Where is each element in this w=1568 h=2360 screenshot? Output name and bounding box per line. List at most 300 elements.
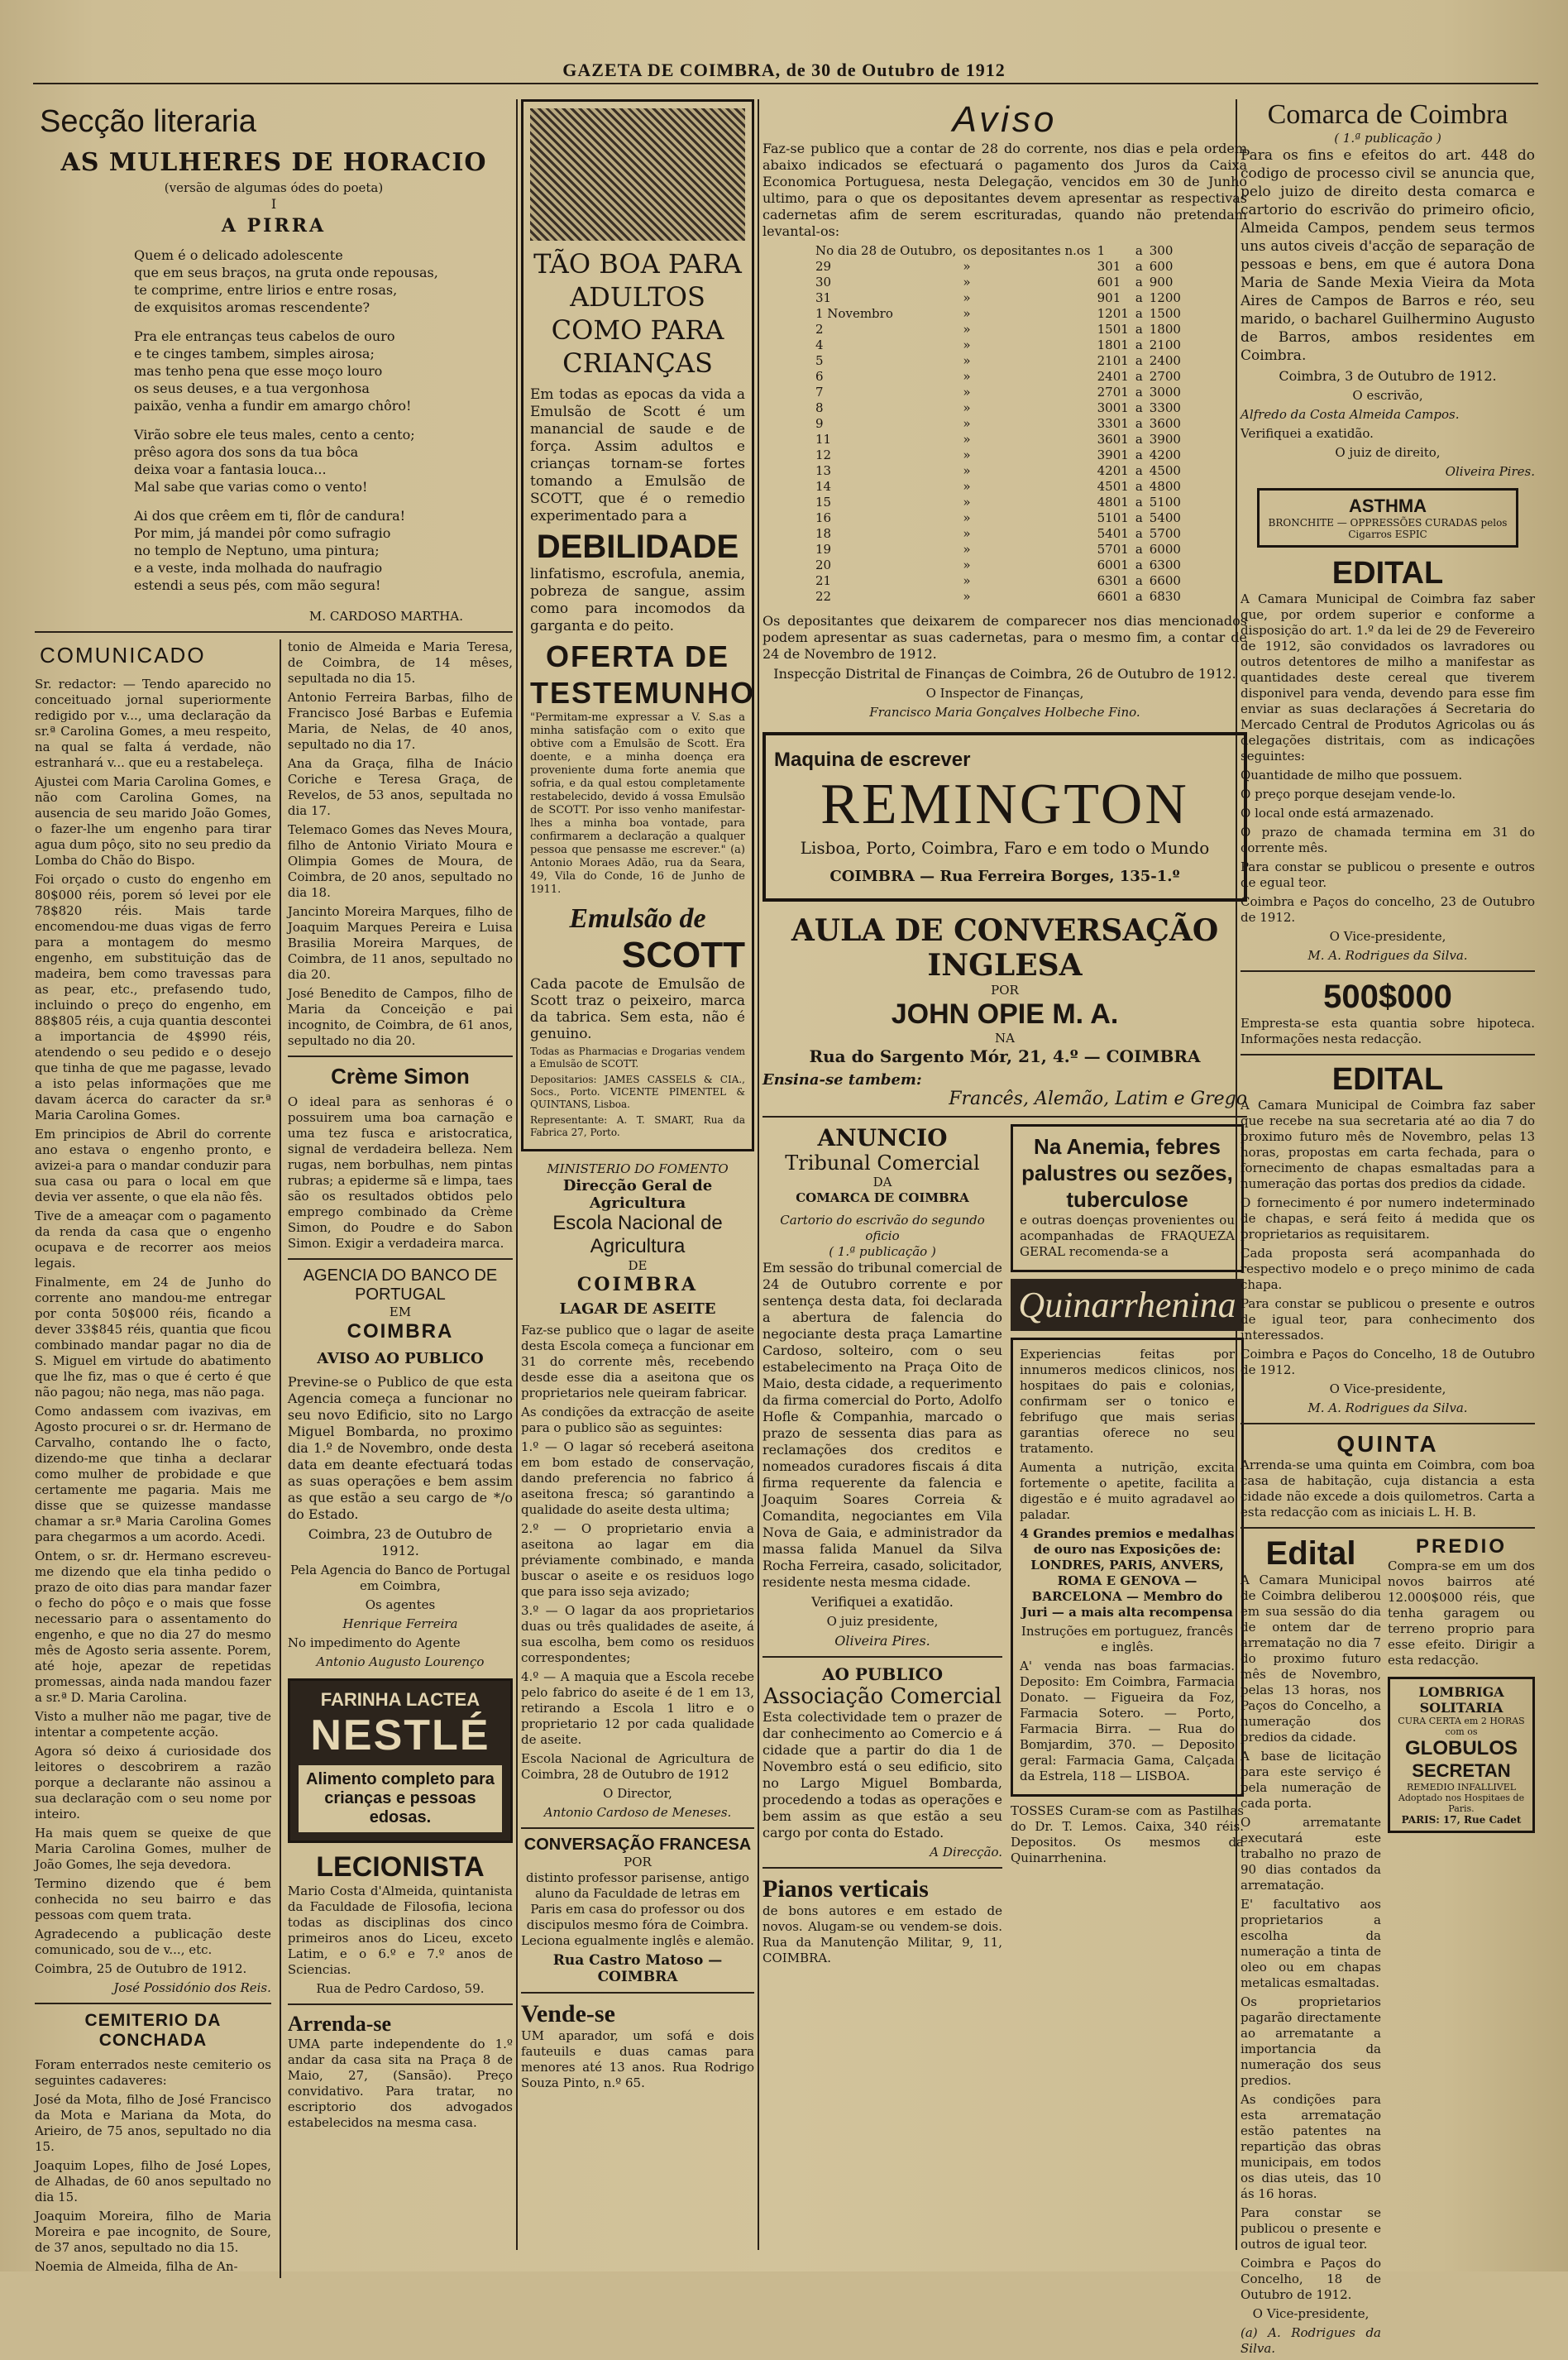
quinarrhenina-ad (1011, 1124, 1244, 1970)
aviso-cell: 30 (815, 275, 832, 290)
banco-title: AGENCIA DO BANCO DE PORTUGAL (303, 1266, 498, 1304)
emulsion-depositarios: Depositarios: JAMES CASSELS & CIA., Socs., Porto. VICENTE PIMENTEL & QUINTANS, Lisboa. (530, 1074, 745, 1110)
aviso-cell: 3901 (1097, 448, 1129, 462)
aviso-cell: 4800 (1149, 479, 1181, 494)
aviso-cell: 16 (815, 510, 832, 525)
comunicado-paragraph: Visto a mulher não me pagar, tive de intentar a competente acção. (35, 1709, 271, 1740)
divider (35, 2003, 271, 2004)
quina-instrucoes: Instruções em portuguez, francês e inglês. (1021, 1624, 1234, 1654)
aviso-cell: 1501 (1097, 322, 1129, 337)
associacao-signature: A Direcção. (930, 1845, 1002, 1860)
edital-2-paragraph: Para constar se publicou o presente e outros de igual teor, para conhecimento dos interessados. (1241, 1296, 1535, 1343)
quina-premios: 4 Grandes premios e medalhas de ouro nas Exposições de: LONDRES, PARIS, ANVERS, ROMA E GENOVA — BARCELONA — Membro do Juri — a mais alta recompensa (1020, 1526, 1235, 1620)
emulsion-pacote: Cada pacote de Emulsão de Scott traz o peixeiro, marca da tabrica. Sem esta, não é genuino. (530, 976, 745, 1042)
quinta-body: Arrenda-se uma quinta em Coimbra, com boa casa de habitação, cuja distancia a esta cidade não excede a dois quilometros. Carta a esta redacção com as iniciais L. H. B. (1241, 1458, 1535, 1520)
comunicado-body (35, 677, 271, 1977)
aviso-cell: a (1135, 479, 1143, 494)
emulsion-testimony: "Permitam-me expressar a V. S.as a minha satisfação com o exito que obtive com a Emulsão de Scott. Era doente, e a minha doença era proveniente duma forte anemia que sofria, e da qual estou completamente restabelecido, devido á vossa Emulsão de SCOTT. Por isso venho manifestar-lhes a minha boa vontade, para confirmarem a declaração a qualquer pessoa que pensasse me escrever." (a) Antonio Moraes Adão, rua da Seara, 49, Vila do Conde, 16 de Junho de 1911. (530, 711, 745, 896)
aviso-cell: » (963, 542, 971, 557)
lagar-body (521, 1323, 754, 1783)
tribunal-juiz-name: Oliveira Pires. (834, 1633, 930, 1649)
secretan: SECRETAN (1412, 1760, 1511, 1781)
money-body: Empresta-se esta quantia sobre hipoteca. Informações nesta redacção. (1241, 1016, 1535, 1046)
cemiterio-paragraph: Foram enterrados neste cemiterio os seguintes cadaveres: (35, 2057, 271, 2088)
emulsion-headline: TÃO BOA PARA ADULTOS COMO PARA CRIANÇAS (533, 248, 742, 379)
aviso-cell: a (1135, 369, 1143, 384)
aviso-cell: a (1135, 526, 1143, 541)
divider (762, 1867, 1002, 1869)
aviso-date: Inspecção Distrital de Finanças de Coimbra, 26 de Outubro de 1912. (773, 666, 1236, 682)
column-rule (516, 99, 518, 2250)
aviso-cell: » (963, 369, 971, 384)
aula-name: JOHN OPIE M. A. (891, 998, 1119, 1030)
cemiterio-title: CEMITERIO DA CONCHADA (84, 2011, 222, 2050)
lecionista-body: Mario Costa d'Almeida, quintanista da Faculdade de Filosofia, leciona todas as disciplinas dos cinco primeiros anos do Liceu, exceto Latim, e o 6.º e 7.º anos de Sciencias. (287, 1884, 513, 1977)
lagar-paragraph: 4.º — A maquia que a Escola recebe pelo fabrico do aseite é de 1 em 13, retirando a Escola 1 litro e o proprietario 12 por cada qualidade de aseite. (521, 1669, 754, 1747)
tribunal-da: DA (872, 1175, 892, 1190)
aviso-cell: a (1135, 400, 1143, 415)
edital-3-vp: O Vice-presidente, (1252, 2306, 1370, 2321)
edital-2-signature: M. A. Rodrigues da Silva. (1307, 1400, 1468, 1415)
comunicado-paragraph: Agora só deixo á curiosidade dos leitores o descobrirem a razão porque a declarante não assinou a sua declaração com o seu nome por inteiro. (35, 1744, 271, 1821)
divider (762, 1656, 1002, 1658)
comunicado-paragraph: Finalmente, em 24 de Junho do corrente ano mandou-me entregar por conta 50$000 réis, ficando a dever 33$845 réis, quantia que ficou combinado mandar pagar no dia de S. Miguel em virtude do abatimento que lhe fiz, mas o que é certo é que não pagou; não nega, mas não paga. (35, 1275, 271, 1400)
aviso-row (812, 275, 1184, 290)
banco-aviso: AVISO AO PUBLICO (317, 1350, 484, 1367)
aula-na: NA (995, 1031, 1015, 1046)
arrenda-title: Arrenda-se (287, 2012, 392, 2036)
aviso-cell: 4501 (1097, 479, 1129, 494)
obituary-paragraph: Telemaco Gomes das Neves Moura, filho de Antonio Viriato Moura e Olimpia Gomes de Moura, de Coimbra, de 20 anos, sepultado no dia 18. (287, 822, 513, 900)
aviso-cell: 6600 (1149, 573, 1181, 588)
aviso-cell: 6601 (1097, 589, 1129, 604)
aviso-row (812, 510, 1184, 526)
banco-signature-1: Pela Agencia do Banco de Portugal em Coimbra, (290, 1563, 510, 1593)
aviso-cell: a (1135, 385, 1143, 400)
comunicado-paragraph: Ajustei com Maria Carolina Gomes, e não com Carolina Gomes, na ausencia de seu marido João Gomes, o fazer-lhe um engenho para tirar agua dum pôço, sito no seu predio da Lomba do Chão do Bispo. (35, 774, 271, 868)
asthma-title: ASTHMA (1348, 495, 1427, 516)
poem-line: Ai dos que crêem em ti, flôr de candura! (134, 508, 406, 524)
divider (1241, 1527, 1535, 1529)
remington-address: COIMBRA — Rua Ferreira Borges, 135-1.º (829, 868, 1180, 885)
poem-line: no templo de Neptuno, uma pintura; (134, 543, 380, 558)
aviso-cell: a (1135, 463, 1143, 478)
edital-3-paragraph: As condições para esta arrematação estão patentes na repartição das obras municipais, em todos os dias uteis, das 10 ás 16 horas. (1241, 2092, 1381, 2201)
aviso-cell: 5 (815, 353, 824, 368)
divider (521, 1827, 754, 1829)
comunicado (35, 639, 271, 2278)
lagar-paragraph: As condições da extracção de aseite para o publico são as seguintes: (521, 1405, 754, 1435)
section-title: Secção literaria (40, 104, 256, 139)
lagar-paragraph: Faz-se publico que o lagar de aseite desta Escola começa a funcionar em 31 do corrente mês, recebendo desde esse dia a aseitona que os proprietarios nele queiram fabricar. (521, 1323, 754, 1400)
aviso-cell: a (1135, 275, 1143, 290)
cemiterio-paragraph: Noemia de Almeida, filha de An- (35, 2259, 238, 2274)
aula-also: Ensina-se tambem: (762, 1071, 922, 1089)
column-4 (1241, 99, 1535, 2356)
comarca-escrivao-name: Alfredo da Costa Almeida Campos. (1241, 407, 1460, 422)
aviso-cell: 3300 (1149, 400, 1181, 415)
aviso-row (812, 369, 1184, 385)
aviso-cell: 601 (1097, 275, 1121, 290)
obituary-paragraph: José Benedito de Campos, filho de Maria da Conceição e pai incognito, de Coimbra, de 61 anos, sepultado no dia 20. (287, 986, 513, 1048)
aviso-cell: 7 (815, 385, 824, 400)
emulsion-oferta: OFERTA DE TESTEMUNHO (530, 639, 755, 710)
emulsion-logo-2: SCOTT (621, 935, 745, 975)
aviso-cell: 2100 (1149, 337, 1181, 352)
aviso-cell: 1 (1097, 243, 1106, 258)
aviso-cell: No dia 28 de Outubro, (815, 243, 957, 258)
tribunal-notice (762, 1124, 1002, 1970)
divider (1241, 1054, 1535, 1056)
quina-body: Aumenta a nutrição, excita fortemente o apetite, facilita a digestão e é muito agradavel ao paladar. (1020, 1460, 1235, 1522)
aviso-row (812, 448, 1184, 463)
aviso-cell: 29 (815, 259, 832, 274)
lombriga-title: LOMBRIGA SOLITARIA (1418, 1684, 1504, 1716)
cemiterio-paragraph: José da Mota, filho de José Francisco da Mota e Mariana da Mota, do Arieiro, de 75 anos, sepultado no dia 15. (35, 2092, 271, 2154)
column-3 (762, 99, 1247, 2250)
emulsion-debilidade: DEBILIDADE (536, 529, 739, 565)
aviso-cell: a (1135, 589, 1143, 604)
edital-2-paragraph: Cada proposta será acompanhada do respectivo modelo e o preço minimo de cada chapa. (1241, 1246, 1535, 1292)
aviso-row (812, 353, 1184, 369)
aviso-cell: 1500 (1149, 306, 1181, 321)
divider (1241, 970, 1535, 972)
obituary-paragraph: Antonio Ferreira Barbas, filho de Francisco José Barbas e Eufemia Maria, de Nelas, de 40 anos, sepultado no dia 17. (287, 690, 513, 752)
aviso-cell: a (1135, 259, 1143, 274)
aviso-cell: 18 (815, 526, 832, 541)
edital-1-paragraph: O prazo de chamada termina em 31 do corrente mês. (1241, 825, 1535, 855)
illustration-image (530, 108, 745, 241)
aviso-cell: 9 (815, 416, 824, 431)
conversacao-body: distinto professor parisense, antigo aluno da Faculdade de letras em Paris em casa do professor ou dos discipulos mesmo fóra de Coimbra. Leciona egualmente inglês e alemão. (521, 1870, 754, 1948)
globulos: GLOBULOS (1405, 1737, 1518, 1759)
lombriga-sub: CURA CERTA em 2 HORAS com os (1398, 1716, 1525, 1737)
aviso-cell: » (963, 479, 971, 494)
aviso-row (812, 416, 1184, 432)
aviso-cell: a (1135, 558, 1143, 572)
aviso-signature-2: Francisco Maria Gonçalves Holbeche Fino. (869, 705, 1140, 720)
aviso-cell: a (1135, 432, 1143, 447)
banco-signature-4: No impedimento do Agente (287, 1635, 461, 1650)
pianos-title: Pianos verticais (762, 1875, 929, 1903)
edital-2-title: EDITAL (1331, 1062, 1444, 1097)
column-rule (758, 99, 759, 2250)
poem-stanza (35, 426, 513, 495)
aviso-row (812, 400, 1184, 416)
aviso-cell: » (963, 400, 971, 415)
aviso-cell: 4801 (1097, 495, 1129, 510)
quina-experiencias: Experiencias feitas por innumeros medicos clinicos, nos hospitaes do pais e colonias, confirmam ser o tonico e febrifugo que mais serias garantias oferece no seu tratamento. (1020, 1347, 1235, 1456)
edital-1-vp: O Vice-presidente, (1329, 929, 1446, 944)
comunicado-signature: José Possidónio dos Reis. (113, 1980, 271, 1995)
vende-body: UM aparador, um sofá e dois fauteuils e duas camas para menores até 13 anos. Rua Rodrigo Souza Pinto, n.º 65. (521, 2028, 754, 2090)
aviso-cell: 6300 (1149, 558, 1181, 572)
conversacao-por: POR (624, 1855, 652, 1869)
aula-title: AULA DE CONVERSAÇÃO INGLESA (791, 913, 1219, 983)
aviso-cell: a (1135, 337, 1143, 352)
divider (1241, 1423, 1535, 1424)
edital-1-signature: M. A. Rodrigues da Silva. (1307, 948, 1468, 963)
aviso-cell: 6001 (1097, 558, 1129, 572)
comarca-publicacao: ( 1.ª publicação ) (1334, 131, 1441, 146)
aviso-cell: 5100 (1149, 495, 1181, 510)
aviso-cell: 13 (815, 463, 832, 478)
aviso-cell: 600 (1149, 259, 1174, 274)
aviso-cell: a (1135, 322, 1143, 337)
aviso-cell: » (963, 589, 971, 604)
aviso-cell: 11 (815, 432, 832, 447)
aviso-cell: 2401 (1097, 369, 1129, 384)
lagar-paragraph: 1.º — O lagar só receberá aseitona em bom estado de conservação, dando preferencia no fabrico á aseitona fresca; só garantindo a qualidade do aseite desta ultima; (521, 1439, 754, 1517)
edital-1-paragraph: A Camara Municipal de Coimbra faz saber que, por ordem superior e conforme a disposição do art. 1.º da lei de 29 de Fevereiro de 1912, são convidados os lavradores ou outros detentores de milho a manifestar as quantidades deste cereal que tiverem disponivel para venda, devendo para esse fim enviar as suas declarações á Secretaria do Mercado Central de Produtos Agricolas ou ás delegações distritais, com as indicações seguintes: (1241, 591, 1535, 764)
banco-date: Coimbra, 23 de Outubro de 1912. (308, 1526, 493, 1558)
col4-ads (1388, 1535, 1535, 2360)
edital-3-paragraph: Para constar se publicou o presente e outros de igual teor. (1241, 2205, 1381, 2252)
aviso-cell: 20 (815, 558, 832, 572)
secretan-ad (1388, 1677, 1535, 1833)
aviso-row (812, 589, 1184, 605)
aviso-cell: a (1135, 510, 1143, 525)
lagar-signature: Antonio Cardoso de Meneses. (543, 1805, 732, 1820)
aviso-cell: 2 (815, 322, 824, 337)
escola-city: COIMBRA (576, 1274, 699, 1295)
edital-2-vp: O Vice-presidente, (1329, 1381, 1446, 1396)
escola-title: Escola Nacional de Agricultura (552, 1212, 723, 1257)
quinarrhenina-logo: Quinarrhenina (1011, 1279, 1244, 1331)
poem-subtitle: (versão de algumas ódes do poeta) (164, 180, 384, 195)
anemia-body: e outras doenças provenientes ou acompanhadas de FRAQUEZA GERAL recomenda-se a (1020, 1213, 1235, 1259)
aviso-cell: » (963, 558, 971, 572)
edital-3-paragraph: A base de licitação para este serviço é pela numeração de cada porta. (1241, 1749, 1381, 1811)
remington-logo: REMINGTON (820, 773, 1189, 836)
cartorio-publicacao: ( 1.ª publicação ) (829, 1244, 936, 1259)
edital-2-body (1241, 1098, 1535, 1378)
edital-1-paragraph: O preço porque desejam vende-lo. (1241, 787, 1456, 802)
obituary-paragraph: Ana da Graça, filha de Inácio Coriche e Teresa Graça, de Revelos, de 53 anos, sepultada no dia 17. (287, 756, 513, 818)
aviso-row (812, 463, 1184, 479)
aviso-cell: 2700 (1149, 369, 1181, 384)
poem-line: de exquisitos aromas rescendente? (134, 299, 370, 315)
comunicado-paragraph: Sr. redactor: — Tendo aparecido no conceituado jornal superiormente redigido por v..., uma declaração da sr.ª Carolina Gomes, a meu respeito, na qual se falta á verdade, não estranhará v... que eu a restabeleça. (35, 677, 271, 770)
aviso-cell: » (963, 306, 971, 321)
aviso-cell: 1200 (1149, 290, 1181, 305)
secretan-sub: REMEDIO INFALLIVEL Adoptado nos Hospitaes de Paris. (1398, 1782, 1525, 1814)
edital-3-paragraph: Os proprietarios pagarão directamente ao arrematante a importancia da numeração dos seus predios. (1241, 1994, 1381, 2088)
poem-line: e te cinges tambem, simples airosa; (134, 346, 375, 361)
aviso-cell: a (1135, 448, 1143, 462)
aviso-cell: » (963, 290, 971, 305)
comarca-verified: Verifiquei a exatidão. (1241, 426, 1374, 441)
aviso-cell: 901 (1097, 290, 1121, 305)
nestle-ad (288, 1678, 513, 1843)
aviso-cell: 4 (815, 337, 824, 352)
aviso-cell: 19 (815, 542, 832, 557)
aviso-cell: 3000 (1149, 385, 1181, 400)
aviso-cell: 4200 (1149, 448, 1181, 462)
aviso-cell: 301 (1097, 259, 1121, 274)
lagar-director: O Director, (603, 1786, 672, 1801)
comunicado-paragraph: Foi orçado o custo do engenho em 80$000 réis, porem só levei por ele 78$820 réis. Mais tarde encomendou-me duas vigas de ferro para a montagem do mesmo engenho, em substituição das de madeira, bem como travessas para as pear, etc., prefasendo tudo, incluindo o preço do engenho, em 88$805 réis, a cuja quantia descontei a importancia de 4$990 réis, atendendo o seu pedido e o desejo que tinha de que me pagasse, levado a isto pelas informações que me davam ácerca do caracter da sr.ª Maria Carolina Gomes. (35, 872, 271, 1123)
comunicado-paragraph: Em principios de Abril do corrente ano estava o engenho pronto, e avizei-a para o mandar conduzir para sua casa ou para o local em que devia ver assente, o que ela não fês. (35, 1127, 271, 1204)
aviso-cell: » (963, 463, 971, 478)
poem-stanza (35, 328, 513, 414)
divider (35, 631, 513, 633)
ministerio: MINISTERIO DO FOMENTO (547, 1161, 729, 1176)
aviso-cell: 300 (1149, 243, 1174, 258)
emulsion-body-2: linfatismo, escrofula, anemia, pobreza de sangue, assim como para incomodos da garganta e do peito. (530, 566, 745, 634)
comunicado-paragraph: Tive de a ameaçar com o pagamento da renda da casa que o engenho ocupava e de recorrer aos meios legais. (35, 1209, 271, 1271)
col1-right (280, 639, 513, 2278)
aviso-cell: 3001 (1097, 400, 1129, 415)
tribunal-verified: Verifiquei a exatidão. (811, 1594, 954, 1610)
aviso-row (812, 243, 1184, 259)
tribunal-juiz: O juiz presidente, (826, 1614, 939, 1629)
edital-3-paragraph: Coimbra e Paços do Concelho, 18 de Outubro de 1912. (1241, 2256, 1381, 2302)
money-title: 500$000 (1323, 979, 1452, 1015)
aviso-note: Os depositantes que deixarem de comparecer nos dias mencionados podem apresentar as suas cadernetas, para o mesmo fim, a contar de 24 de Novembro de 1912. (762, 613, 1247, 662)
edital-3 (1241, 1535, 1381, 2360)
arrenda-body: UMA parte independente do 1.º andar da casa sita na Praça 8 de Maio, 27, (Sansão). Preço convidativo. Para tratar, no escriptorio dos advogados estabelecidos na mesma casa. (287, 2037, 513, 2130)
aviso-cell: 31 (815, 290, 832, 305)
poem-number: I (270, 196, 277, 212)
aviso-row (812, 306, 1184, 322)
aviso-row (812, 573, 1184, 589)
aviso-cell: 1800 (1149, 322, 1181, 337)
edital-2-paragraph: O fornecimento é por numero indeterminado de chapas, e será feito á medida que os proprietarios as requisitarem. (1241, 1195, 1535, 1242)
aviso-cell: a (1135, 573, 1143, 588)
aviso-cell: » (963, 259, 971, 274)
emulsion-representante: Representante: A. T. SMART, Rua da Fabrica 27, Porto. (530, 1114, 745, 1138)
quina-venda: A' venda nas boas farmacias. Deposito: Em Coimbra, Farmacia Donato. — Figueira da Foz, Farmacia Sotero. — Porto, Farmacia Birra. — Rua do Bomjardim, 370. — Deposito geral: Farmacia Gama, Calçada da Estrela, 118 — LISBOA. (1020, 1659, 1235, 1783)
aviso-row (812, 479, 1184, 495)
cemiterio-paragraph: Joaquim Moreira, filho de Maria Moreira e pae incognito, de Soure, de 37 anos, sepultado no dia 15. (35, 2209, 271, 2255)
aula-por: POR (991, 983, 1019, 998)
banco-city: COIMBRA (347, 1320, 454, 1343)
aviso-cell: 3900 (1149, 432, 1181, 447)
poem-line: que em seus braços, na gruta onde repousas, (134, 265, 438, 280)
aviso-row (812, 495, 1184, 510)
pianos-body: de bons autores e em estado de novos. Alugam-se ou vendem-se dois. Rua da Manutenção Militar, 9, 11, COIMBRA. (762, 1903, 1002, 1965)
aviso-title: Aviso (952, 99, 1058, 140)
predio-title: PREDIO (1415, 1535, 1507, 1558)
aviso-cell: 4201 (1097, 463, 1129, 478)
associacao-body: Esta colectividade tem o prazer de dar conhecimento ao Comercio e á cidade que a partir do dia 1 de Novembro está o seu edificio, sito no Largo Miguel Bombarda, procedendo a todas as operações e bem assim as que estão a seu cargo por conta do Estado. (762, 1709, 1002, 1841)
aviso-cell: a (1135, 495, 1143, 510)
comunicado-paragraph: Ontem, o sr. dr. Hermano escreveu-me dizendo que ela tinha pedido o prazo de oito dias para mandar fazer o fecho do pôço e o mais que fosse necessario para o assentamento do engenho, e que no dia 27 do mesmo mês de Agosto seria assente. Porem, até hoje, apezar de repetidas promessas, ainda nada mandou fazer a sr.ª D. Maria Carolina. (35, 1549, 271, 1705)
aviso-row (812, 290, 1184, 306)
aviso-cell: 21 (815, 573, 832, 588)
nestle-logo: NESTLÉ (310, 1711, 490, 1759)
aviso-cell: » (963, 510, 971, 525)
remington-ad (762, 732, 1247, 902)
aviso-row (812, 337, 1184, 353)
nestle-top: FARINHA LACTEA (320, 1689, 480, 1710)
aviso-cell: » (963, 275, 971, 290)
aviso-cell: 12 (815, 448, 832, 462)
aviso-row (812, 385, 1184, 400)
aviso-row (812, 526, 1184, 542)
aviso-cell: a (1135, 353, 1143, 368)
emulsion-logo-1: Emulsão de (569, 903, 706, 934)
column-1 (35, 99, 513, 2274)
creme-simon-body: O ideal para as senhoras é o possuirem uma boa carnação e uma tez fusca e aristocratica, signal de verdadeira belleza. Nem rugas, nem borbulhas, nem pintas rubras; a epiderme sã e limpa, taes são os resultados obtidos pelo emprego combinado da Crème Simon, do Poudre e do Sabon Simon. Exigir a verdadeira marca. (287, 1094, 513, 1251)
conversacao-title: CONVERSAÇÃO FRANCESA (523, 1836, 752, 1854)
comarca-juiz: O juiz de direito, (1335, 445, 1441, 460)
poem-stanza (35, 247, 513, 316)
comarca-juiz-name: Oliveira Pires. (1445, 464, 1535, 479)
aviso-cell: » (963, 353, 971, 368)
aviso-cell: 3601 (1097, 432, 1129, 447)
poem-line: paixão, venha a fundir em amargo chôro! (134, 398, 412, 414)
obituary-paragraph: Jancinto Moreira Marques, filho de Joaquim Marques Pereira e Luisa Brasilia Moreira Marques, de Coimbra, de 11 anos, sepultado no dia 20. (287, 904, 513, 982)
divider (521, 1992, 754, 1994)
aviso-cell: » (963, 432, 971, 447)
banco-em: EM (389, 1304, 412, 1319)
edital-3-paragraph: A Camara Municipal de Coimbra deliberou em sua sessão do dia de ontem dar de arrematação no dia 7 do proximo futuro mês de Novembro, pelas 13 horas, nos Paços do Concelho, a numeração dos predios da cidade. (1241, 1573, 1381, 1745)
aviso-cell: 22 (815, 589, 832, 604)
aviso-cell: 5101 (1097, 510, 1129, 525)
poem-line: mas tenho pena que esse moço louro (134, 363, 383, 379)
aviso-cell: » (963, 495, 971, 510)
aviso-cell: » (963, 573, 971, 588)
aviso-cell: 5701 (1097, 542, 1129, 557)
aviso-cell: 1801 (1097, 337, 1129, 352)
aviso-cell: 2101 (1097, 353, 1129, 368)
divider (288, 1258, 513, 1260)
edital-1-title: EDITAL (1331, 556, 1444, 591)
aviso-cell: a (1135, 542, 1143, 557)
comunicado-paragraph: Coimbra, 25 de Outubro de 1912. (35, 1961, 247, 1976)
creme-simon-title: Crème Simon (331, 1064, 470, 1089)
aviso-cell: a (1135, 416, 1143, 431)
masthead: GAZETA DE COIMBRA, de 30 de Outubro de 1912 (562, 60, 1006, 80)
asthma-body: BRONCHITE — OPPRESSÕES CURADAS pelos Cigarros ESPIC (1268, 517, 1508, 540)
vende-title: Vende-se (521, 2000, 615, 2027)
lagar-paragraph: Escola Nacional de Agricultura de Coimbra, 28 de Outubro de 1912 (521, 1751, 754, 1782)
anuncio-title: ANUNCIO (817, 1124, 948, 1151)
cemiterio-body (35, 2057, 271, 2275)
aviso-cell: 6301 (1097, 573, 1129, 588)
top-rule (33, 83, 1538, 84)
aviso-row (812, 558, 1184, 573)
lecionista-address: Rua de Pedro Cardoso, 59. (316, 1981, 485, 1996)
poem-line: os seus deuses, e a tua vergonhosa (134, 381, 370, 396)
aviso-table (812, 243, 1184, 605)
tosses-ad: TOSSES Curam-se com as Pastilhas do Dr. T. Lemos. Caixa, 340 réis. Depositos. Os mesmos da Quinarrhenina. (1011, 1803, 1244, 1865)
edital-3-signature: (a) A. Rodrigues da Silva. (1241, 2325, 1381, 2356)
comarca-escrivao: O escrivão, (1352, 388, 1423, 403)
poem-body (35, 247, 513, 594)
emulsion-body: Em todas as epocas da vida a Emulsão de Scott é um manancial de saude e de força. Assim adultos e crianças tornam-se fortes tomando a Emulsão de SCOTT, que é o remedio experimentado para a (530, 386, 745, 524)
poem-line: Quem é o delicado adolescente (134, 247, 343, 263)
aviso-cell: 6 (815, 369, 824, 384)
aviso-cell: 15 (815, 495, 832, 510)
aviso-row (812, 542, 1184, 558)
quinta-title: QUINTA (1336, 1431, 1439, 1457)
predio-body: Compra-se em um dos novos bairros até 12.000$000 réis, que tenha garagem ou terreno proprio para esse efeito. Dirigir a esta redacção. (1388, 1558, 1535, 1668)
banco-body: Previne-se o Publico de que esta Agencia começa a funcionar no seu novo Edificio, sito no Largo Miguel Bombarda, no proximo dia 1.º de Novembro, onde desta data em deante efectuará todas as suas operações e bem assim as que estão a seu cargo de */o do Estado. (287, 1374, 513, 1522)
aviso-cell: 5400 (1149, 510, 1181, 525)
comunicado-paragraph: Agradecendo a publicação deste comunicado, sou de v..., etc. (35, 1927, 271, 1957)
aviso-row (812, 259, 1184, 275)
lagar-paragraph: 2.º — O proprietario envia a aseitona ao lagar em dia préviamente combinado, e manda buscar o aseite e os residuos logo que para isso seja avizado; (521, 1521, 754, 1599)
aviso-cell: 6000 (1149, 542, 1181, 557)
edital-2-paragraph: A Camara Municipal de Coimbra faz saber que recebe na sua secretaria até ao dia 7 do proximo futuro mês de Novembro, pelas 13 horas, propostas em carta fechada, para o fornecimento de chapas esmaltadas para a numeração das portas dos predios da cidade. (1241, 1098, 1535, 1191)
aviso-cell: 2400 (1149, 353, 1181, 368)
aviso-cell: a (1135, 243, 1143, 258)
aviso-cell: 4500 (1149, 463, 1181, 478)
aviso-cell: » (963, 337, 971, 352)
